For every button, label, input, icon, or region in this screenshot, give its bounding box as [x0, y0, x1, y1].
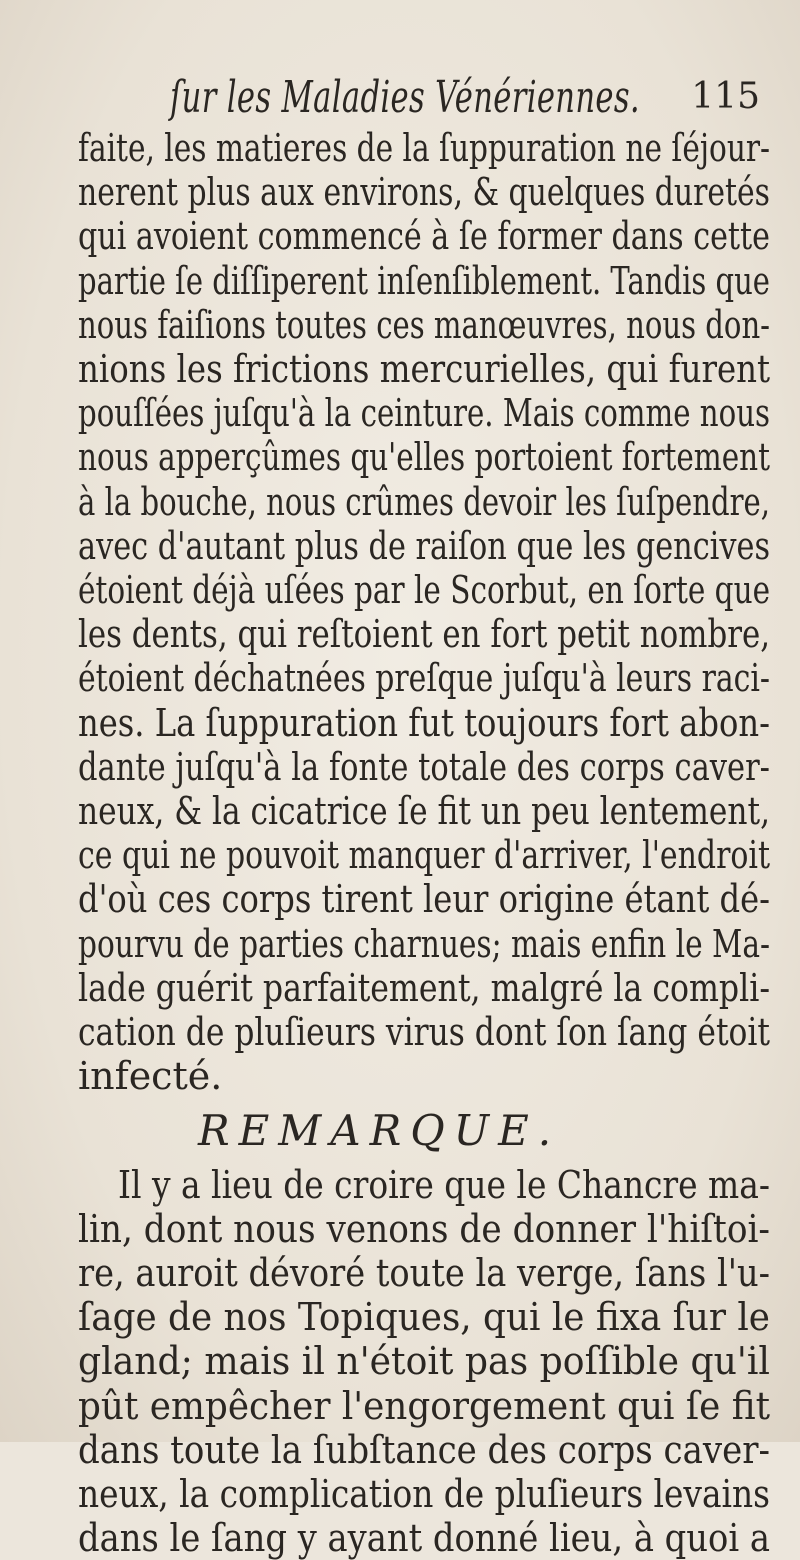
text-line: pourvu de parties charnues; mais enfin le Ma-: [78, 921, 770, 966]
text-line: nes. La ſuppuration fut toujours fort abon-: [78, 700, 770, 745]
text-line: ce qui ne pouvoit manquer d'arriver, l'endroit: [78, 833, 771, 878]
text-line: nous faiſions toutes ces manœuvres, nous don-: [78, 302, 771, 347]
text-line: nous apperçûmes qu'elles portoient fortement: [78, 435, 771, 480]
text-line: les dents, qui reſtoient en fort petit nombre,: [78, 612, 771, 657]
running-title: ſur les Maladies Vénériennes.: [170, 72, 640, 123]
text-line: dante juſqu'à la fonte totale des corps caver-: [78, 744, 770, 789]
text-line: étoient déchatnées preſque juſqu'à leurs raci-: [78, 656, 770, 701]
text-line: dans le ſang y ayant donné lieu, à quoi a: [78, 1516, 771, 1560]
text-line: étoient déjà uſées par le Scorbut, en ſorte que: [78, 568, 771, 612]
text-line: neux, & la cicatrice ſe fit un peu lentement,: [78, 789, 771, 833]
text-line: cation de pluſieurs virus dont ſon ſang étoit: [78, 1010, 770, 1054]
text-line: pût empêcher l'engorgement qui ſe fit: [78, 1383, 770, 1428]
text-line: d'où ces corps tirent leur origine étant dé-: [78, 877, 770, 922]
text-line: partie ſe diſſiperent inſenſiblement. Tandis que: [78, 258, 770, 303]
text-line: re, auroit dévoré toute la verge, ſans l'u-: [78, 1250, 771, 1295]
text-line: qui avoient commencé à ſe former dans cette: [78, 214, 770, 259]
text-line: avec d'autant plus de raiſon que les gencives: [78, 523, 771, 568]
text-line: nerent plus aux environs, & quelques duretés: [78, 170, 770, 215]
text-line: faite, les matieres de la ſuppuration ne ſéjour-: [78, 126, 771, 170]
text-line: dans toute la ſubſtance des corps caver-: [78, 1427, 770, 1472]
section-heading: REMARQUE.: [198, 1106, 561, 1156]
text-line: gland; mais il n'étoit pas poſſible qu'il: [78, 1339, 770, 1384]
text-line: Il y a lieu de croire que le Chancre ma-: [118, 1162, 770, 1207]
page-header: [170, 72, 760, 128]
text-line: infecté.: [78, 1054, 223, 1099]
text-line: neux, la complication de pluſieurs levains: [78, 1471, 770, 1516]
page-number: 115: [691, 76, 760, 117]
text-line: lade guérit parfaitement, malgré la compli-: [78, 965, 770, 1010]
text-line: ſage de nos Topiques, qui le fixa ſur le: [78, 1295, 770, 1340]
text-line: pouſſées juſqu'à la ceinture. Mais comme nous: [78, 391, 771, 436]
text-line: à la bouche, nous crûmes devoir les ſuſpendre,: [78, 479, 770, 524]
text-line: lin, dont nous venons de donner l'hiſtoi-: [78, 1206, 771, 1251]
text-line: nions les frictions mercurielles, qui furent: [78, 347, 771, 391]
